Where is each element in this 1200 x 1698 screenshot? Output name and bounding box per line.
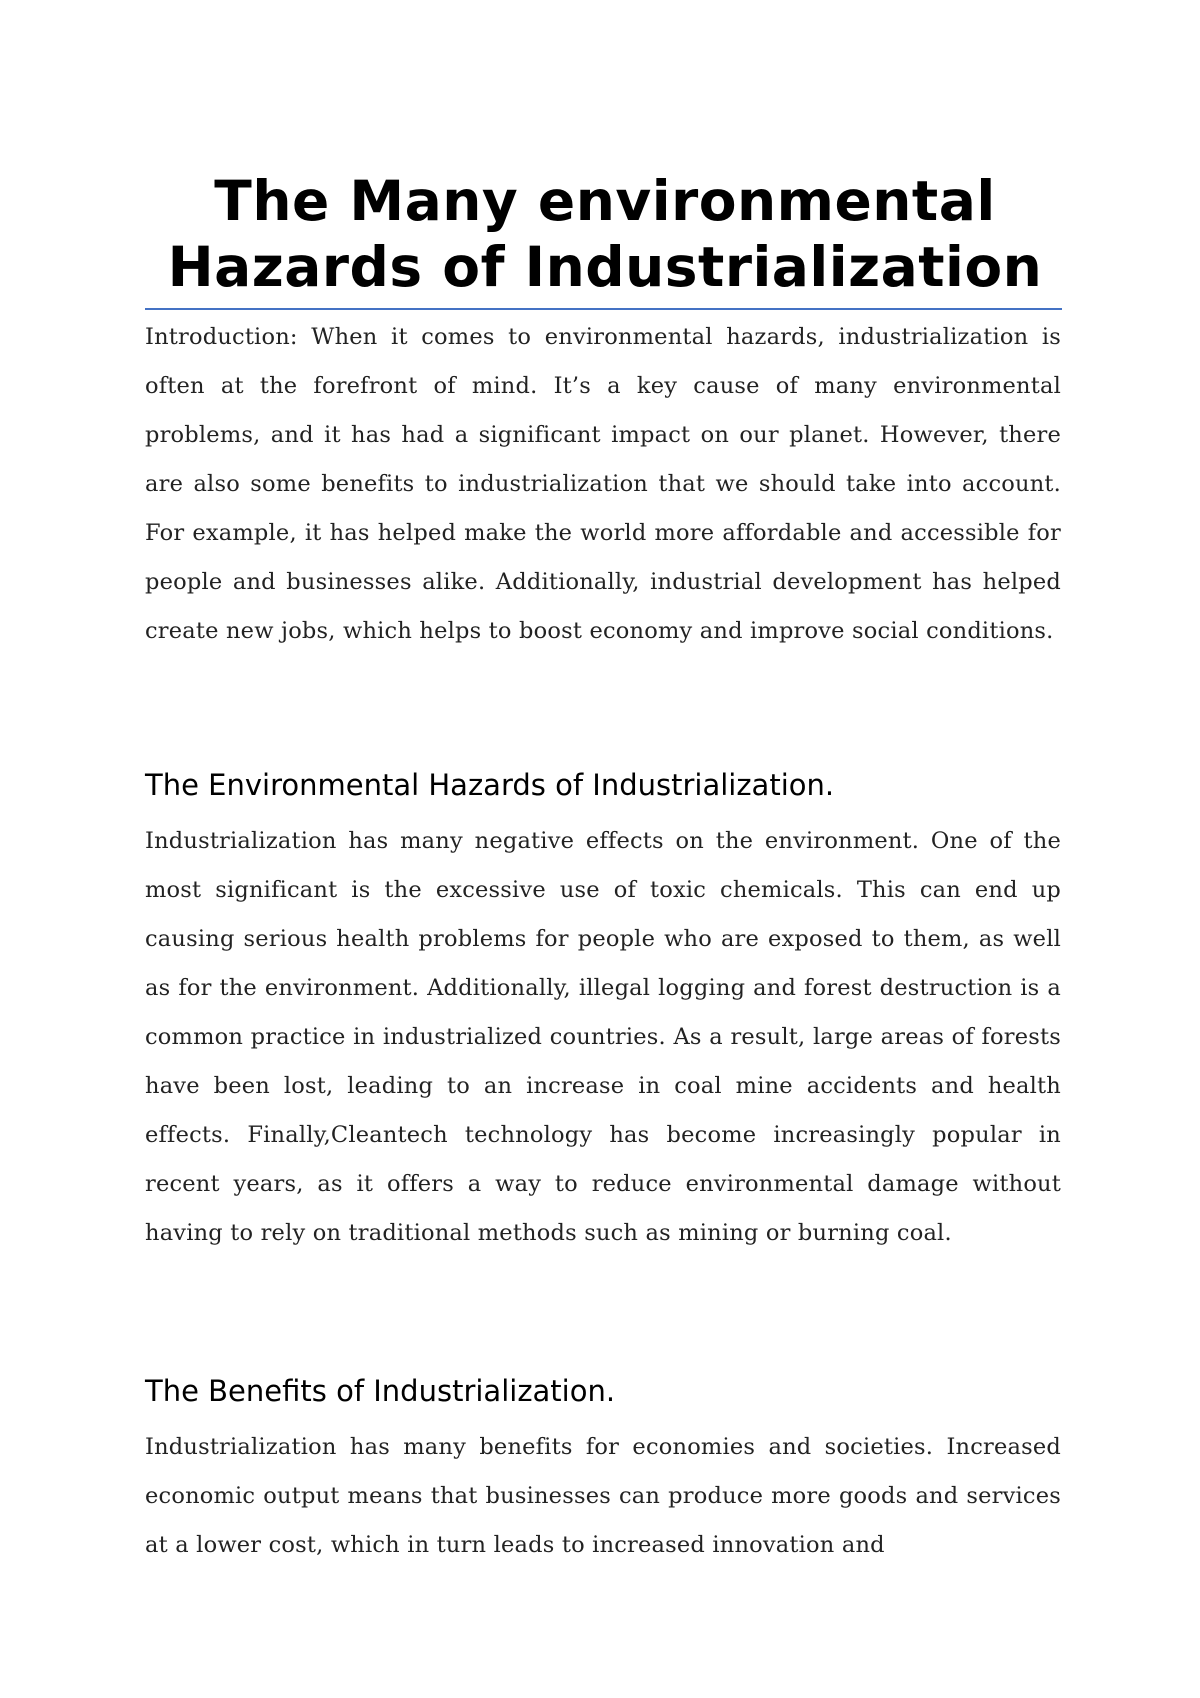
section-heading-benefits: The Benefits of Industrialization. xyxy=(145,1374,616,1408)
title-underline-rule xyxy=(145,308,1062,310)
section-body-benefits: Industrialization has many benefits for economies and societies. Increased economic output means that businesses can produce more goods and services at a lower cost, which in turn leads to increased innovation and xyxy=(145,1434,1061,1558)
page-title: The Many environmental Hazards of Industrialization xyxy=(167,169,1043,299)
introduction-paragraph: Introduction: When it comes to environmental hazards, industrialization is often at the forefront of mind. It’s a key cause of many environmental problems, and it has had a significant impact on our planet. However, there are also some benefits to industrialization that we should take into account. For example, it has helped make the world more affordable and accessible for people and businesses alike. Additionally, industrial development has helped create new jobs, which helps to boost economy and improve social conditions. xyxy=(145,324,1061,644)
section-body-hazards: Industrialization has many negative effects on the environment. One of the most significant is the excessive use of toxic chemicals. This can end up causing serious health problems for people who are exposed to them, as well as for the environment. Additionally, illegal logging and forest destruction is a common practice in industrialized countries. As a result, large areas of forests have been lost, leading to an increase in coal mine accidents and health effects. Finally,Cleantech technology has become increasingly popular in recent years, as it offers a way to reduce environmental damage without having to rely on traditional methods such as mining or burning coal. xyxy=(145,828,1061,1246)
section-heading-hazards: The Environmental Hazards of Industrialization. xyxy=(145,768,835,802)
